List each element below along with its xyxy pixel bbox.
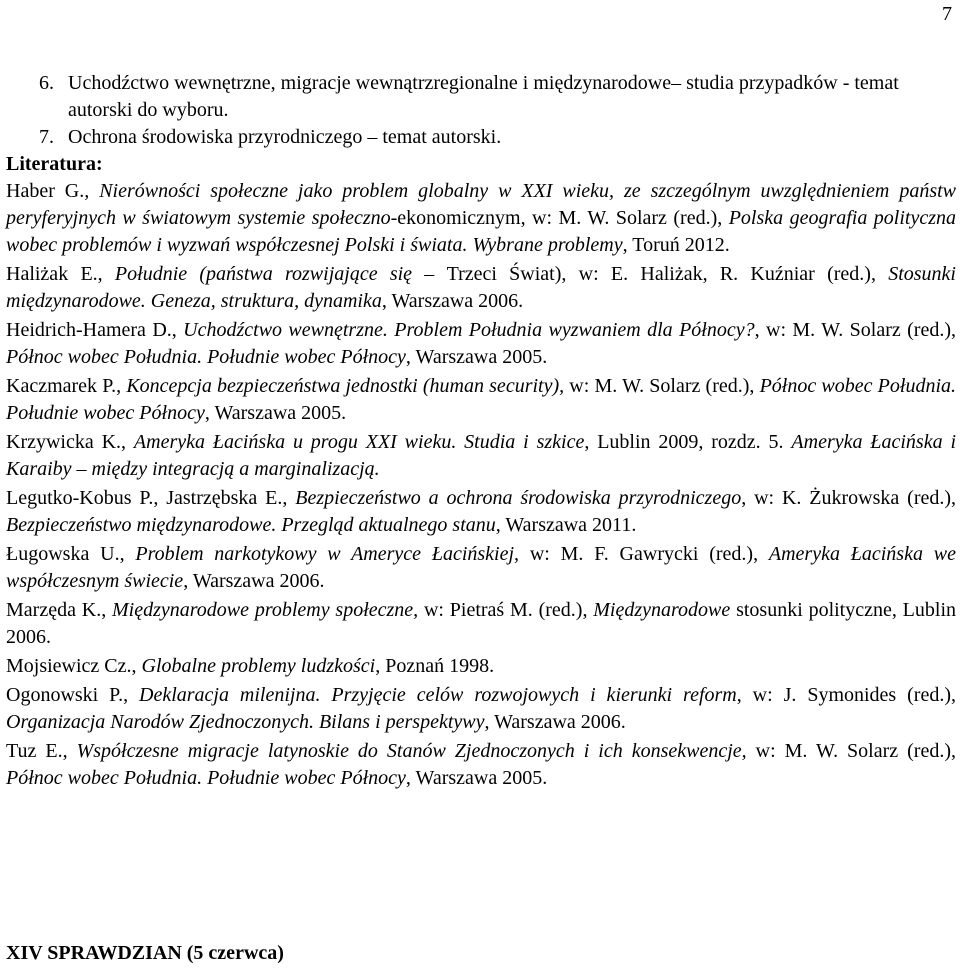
entry-text-segment: , Warszawa 2006.	[484, 711, 626, 733]
bibliography-entry	[6, 738, 956, 792]
list-item-text: Ochrona środowiska przyrodniczego – temat autorski.	[68, 126, 502, 148]
bibliography-entry	[6, 485, 956, 539]
entry-text-segment: Legutko-Kobus P., Jastrzębska E.,	[6, 487, 296, 509]
entry-title-segment: Ameryka Łacińska we współczesnym świecie	[6, 543, 956, 592]
entry-title-segment: Bezpieczeństwo międzynarodowe. Przegląd aktualnego stanu	[6, 514, 496, 536]
entry-text-segment: w: M. W. Solarz (red.),	[564, 375, 760, 397]
entry-text-segment: Marzęda K.,	[6, 599, 112, 621]
list-item	[6, 124, 956, 151]
entry-text-segment: Tuz E.,	[6, 740, 77, 762]
entry-title-segment: Ameryka Łacińska u progu XXI wieku. Studia i szkice	[133, 431, 585, 453]
entry-title-segment: Globalne problemy ludzkości	[141, 655, 376, 677]
entry-text-segment: w: E. Haliżak, R. Kuźniar (red.),	[578, 263, 889, 285]
entry-title-segment: Międzynarodowe problemy społeczne,	[112, 599, 419, 621]
entry-text-segment: , Warszawa 2006.	[381, 290, 524, 312]
entry-title-segment: Międzynarodowe	[593, 599, 731, 621]
list-item-number: 6.	[39, 72, 54, 94]
entry-text-segment: , Warszawa 2005.	[204, 402, 347, 424]
entry-text-segment: Trzeci Świat),	[446, 263, 579, 285]
entry-text-segment: , Warszawa 2005.	[405, 346, 548, 368]
entry-text-segment: , Lublin 2009, rozdz. 5.	[584, 431, 792, 453]
list-item	[6, 70, 956, 124]
bibliography-entry	[6, 178, 956, 259]
bibliography-entry	[6, 261, 956, 315]
entry-text-segment: , w: J. Symonides (red.),	[736, 684, 957, 706]
entry-text-segment: stosunki polityczne, Lublin 2006.	[6, 599, 956, 648]
entry-title-segment: Koncepcja bezpieczeństwa jednostki (human security),	[126, 375, 565, 397]
bibliography-entry	[6, 597, 956, 651]
entry-text-segment: Ługowska U.,	[6, 543, 136, 565]
bibliography-entry	[6, 541, 956, 595]
entry-title-segment: Współczesne migracje latynoskie do Stanów Zjednoczonych i ich konsekwencje,	[76, 740, 747, 762]
entry-text-segment: , Warszawa 2006.	[183, 570, 325, 592]
entry-text-segment: Mojsiewicz Cz.,	[6, 655, 142, 677]
entry-title-segment: Organizacja Narodów Zjednoczonych. Bilans i perspektywy	[6, 711, 485, 733]
list-item-number: 7.	[39, 126, 54, 148]
bibliography-list	[6, 178, 956, 792]
entry-text-segment: , Toruń 2012.	[622, 234, 730, 256]
entry-text-segment: , Warszawa 2011.	[495, 514, 637, 536]
entry-text-segment: Krzywicka K.,	[6, 431, 134, 453]
entry-title-segment: Uchodźctwo wewnętrzne. Problem Południa wyzwaniem dla Północy?	[183, 319, 755, 341]
page-number: 7	[942, 3, 952, 25]
entry-text-segment: Heidrich-Hamera D.,	[6, 319, 184, 341]
bibliography-entry	[6, 373, 956, 427]
entry-text-segment: , Poznań 1998.	[375, 655, 495, 677]
entry-title-segment: Ameryka Łacińska i Karaiby – między integracją a marginalizacją.	[6, 431, 956, 480]
bibliography-entry	[6, 682, 956, 736]
entry-text-segment: , w: K. Żukrowska (red.),	[741, 487, 957, 509]
entry-text-segment: Kaczmarek P.,	[6, 375, 127, 397]
document-body	[6, 70, 956, 792]
entry-title-segment: Deklaracja milenijna. Przyjęcie celów rozwojowych i kierunki reform	[139, 684, 737, 706]
entry-title-segment: Bezpieczeństwo a ochrona środowiska przyrodniczego	[295, 487, 742, 509]
entry-text-segment: Ogonowski P.,	[6, 684, 140, 706]
entry-text-segment: , Warszawa 2005.	[405, 767, 548, 789]
entry-title-segment: Południe (państwa rozwijające się –	[114, 263, 447, 285]
entry-text-segment: , w: M. W. Solarz (red.),	[754, 319, 956, 341]
literature-heading: Literatura:	[6, 153, 103, 175]
entry-text-segment: Haber G.	[6, 180, 85, 202]
entry-title-segment: Polska geografia polityczna wobec problemów i wyzwań współczesnej Polski i świata. Wybrane problemy	[6, 207, 956, 256]
entry-text-segment: ekonomicznym, w: M. W. Solarz (red.),	[397, 207, 729, 229]
entry-text-segment: w: Pietraś M. (red.),	[418, 599, 594, 621]
entry-text-segment: w: M. F. Gawrycki (red.),	[519, 543, 769, 565]
entry-title-segment: , Nierówności społeczne jako problem globalny w XXI wieku, ze szczególnym uwzględnieniem państw peryferyjnych w światowym systemie społeczno-	[6, 180, 956, 229]
bibliography-entry	[6, 429, 956, 483]
entry-title-segment: Północ wobec Południa. Południe wobec Północy	[6, 346, 406, 368]
entry-title-segment: Stosunki międzynarodowe. Geneza, struktura, dynamika	[6, 263, 956, 312]
bibliography-entry	[6, 317, 956, 371]
bibliography-entry	[6, 653, 956, 680]
section-heading: XIV SPRAWDZIAN (5 czerwca)	[6, 942, 284, 964]
entry-title-segment: Problem narkotykowy w Ameryce Łacińskiej,	[135, 543, 520, 565]
entry-text-segment: Haliżak E.,	[6, 263, 115, 285]
entry-text-segment: w: M. W. Solarz (red.),	[746, 740, 956, 762]
entry-title-segment: Północ wobec Południa. Południe wobec Północy	[6, 375, 956, 424]
list-item-text: Uchodźctwo wewnętrzne, migracje wewnątrzregionalne i międzynarodowe– studia przypadków - temat autorski do wyboru.	[68, 72, 899, 121]
entry-title-segment: Północ wobec Południa. Południe wobec Północy	[6, 767, 406, 789]
